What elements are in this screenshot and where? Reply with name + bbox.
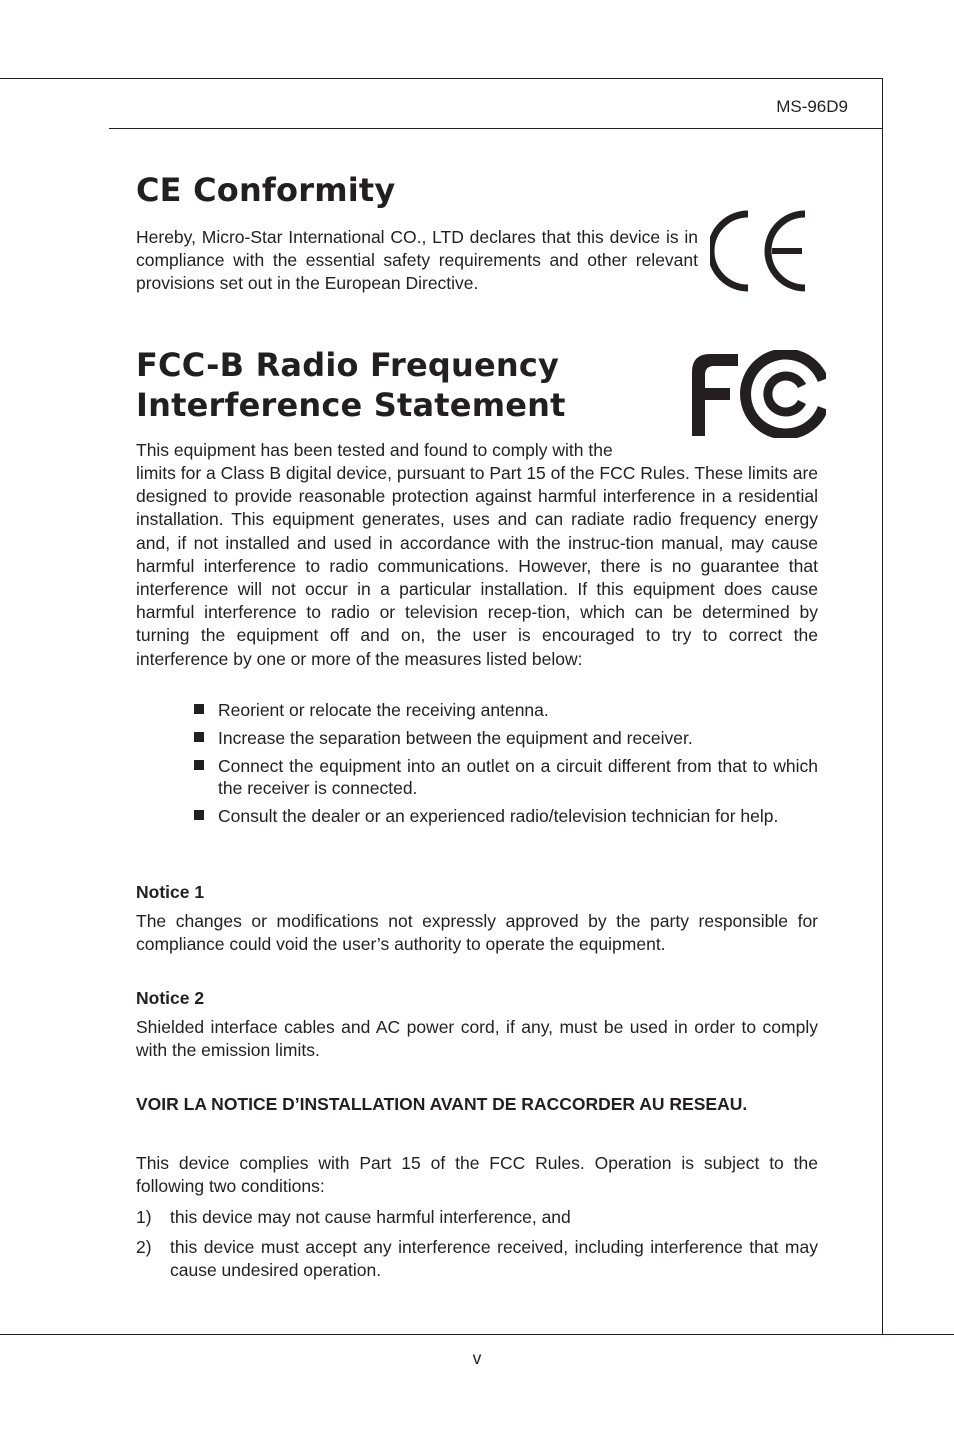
top-rule [0, 78, 883, 79]
notice2-text: Shielded interface cables and AC power cord, if any, must be used in order to comply with the emission limits. [136, 1017, 818, 1061]
notice1-heading: Notice 1 [136, 882, 205, 902]
interference-measures-list [194, 699, 818, 833]
model-number: MS-96D9 [776, 97, 848, 116]
fcc-body-text: limits for a Class B digital device, pursuant to Part 15 of the FCC Rules. These limits are designed to provide reasonable protection against harmful interference in a residential installation. This equipment generates, uses and can radiate radio frequency energy and, if not installed and used in accordance with the instruc-tion manual, may cause harmful interference to radio communications. However, there is no guarantee that interference will not occur in a particular installation. If this equipment does cause harmful interference to radio or television recep-tion, which can be determined by turning the equipment off and on, the user is encouraged to try to correct the interference by one or more of the measures listed below: [136, 463, 818, 669]
compliance-intro-text: This device complies with Part 15 of the FCC Rules. Operation is subject to the following two conditions: [136, 1153, 818, 1197]
page-number: v [472, 1348, 482, 1368]
bullet-square-icon [194, 760, 204, 770]
fcc-intro-text: This equipment has been tested and found to comply with the [136, 440, 613, 460]
ce-mark-logo [710, 208, 810, 294]
notice1-text: The changes or modifications not expressly approved by the party responsible for compliance could void the user’s authority to operate the equipment. [136, 911, 818, 955]
bullet-square-icon [194, 704, 204, 714]
french-warning: VOIR LA NOTICE D’INSTALLATION AVANT DE RACCORDER AU RESEAU. [136, 1094, 748, 1114]
fcc-logo [688, 350, 826, 438]
list-item: 2) this device must accept any interference received, including interference that may cause undesired operation. [136, 1237, 818, 1280]
list-item: Consult the dealer or an experienced radio/television technician for help. [194, 805, 818, 827]
notice2-heading: Notice 2 [136, 988, 205, 1008]
ce-conformity-text: Hereby, Micro-Star International CO., LTD declares that this device is in compliance with the essential safety requirements and other relevant provisions set out in the European Directive. [136, 227, 698, 294]
bottom-rule [0, 1334, 954, 1335]
list-item: Increase the separation between the equipment and receiver. [194, 727, 818, 749]
ce-conformity-heading: CE Conformity [136, 171, 396, 209]
fcc-heading-line2: Interference Statement [136, 386, 566, 424]
compliance-conditions-list [136, 1206, 818, 1289]
right-margin-rule [882, 78, 883, 1335]
bullet-square-icon [194, 732, 204, 742]
fcc-heading-line1: FCC-B Radio Frequency [136, 346, 560, 384]
list-item: 1) this device may not cause harmful interference, and [136, 1207, 571, 1227]
list-item: Reorient or relocate the receiving antenna. [194, 699, 818, 721]
bullet-square-icon [194, 810, 204, 820]
list-item: Connect the equipment into an outlet on a circuit different from that to which the receiver is connected. [194, 755, 818, 799]
header-rule [109, 128, 883, 129]
